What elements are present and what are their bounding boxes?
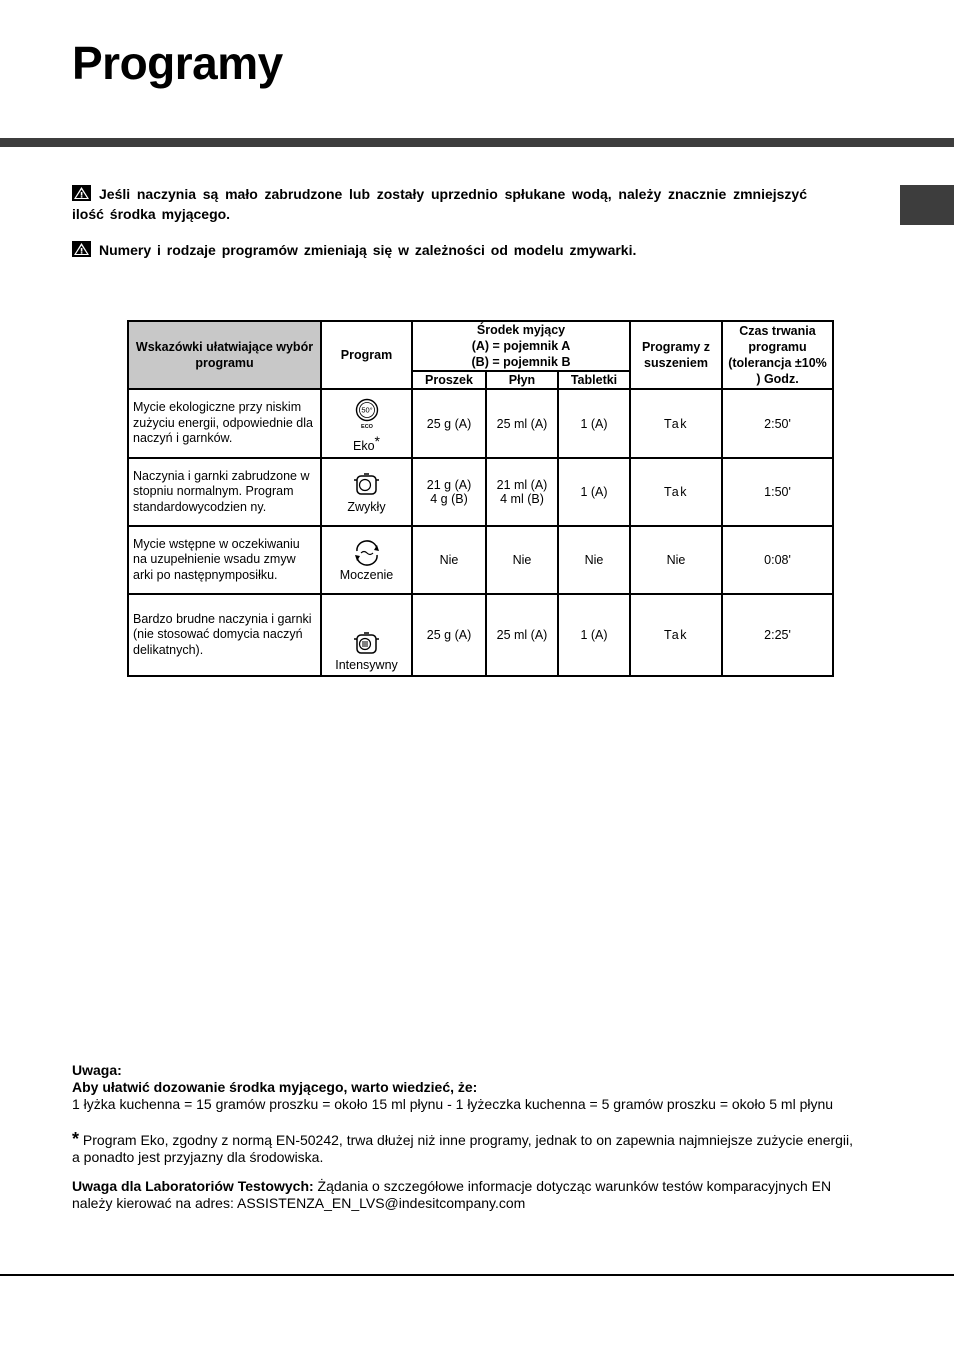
lab-note: [72, 1178, 862, 1212]
program-hint: Mycie ekologiczne przy niskim zużyciu energii, odpowiednie dla naczyń i garnków.: [128, 389, 321, 458]
program-name: Eko: [353, 438, 375, 453]
eco-asterisk: *: [374, 432, 380, 449]
drying-value: Tak: [630, 389, 722, 458]
warning-text: Jeśli naczynia są mało zabrudzone lub zostały uprzednio spłukane wodą, należy znacznie zmniejszyć ilość środka myjącego.: [72, 186, 807, 222]
liquid-dose: 25 ml (A): [486, 594, 558, 676]
column-header-duration: Czas trwania programu (tolerancja ±10% ) Godz.: [722, 321, 833, 389]
liquid-dose: [486, 458, 558, 526]
program-name: Zwykły: [347, 500, 386, 514]
detergent-b: (B) = pojemnik B: [471, 355, 571, 369]
column-header-hints: Wskazówki ułatwiające wybór programu: [128, 321, 321, 389]
dosage-title: Aby ułatwić dozowanie środka myjącego, warto wiedzieć, że:: [72, 1079, 478, 1095]
program-hint: Bardzo brudne naczynia i garnki (nie stosować domycia naczyń delikatnych).: [128, 594, 321, 676]
tablet-dose: 1 (A): [558, 594, 630, 676]
powder-dose: Nie: [412, 526, 486, 594]
column-header-tablets: Tabletki: [558, 371, 630, 389]
warning-note-detergent: [72, 184, 807, 224]
column-header-program: Program: [321, 321, 412, 389]
program-cell: [321, 389, 412, 458]
dosage-text: 1 łyżka kuchenna = 15 gramów proszku = około 15 ml płynu - 1 łyżeczka kuchenna = 5 gramów proszku = około 5 ml płynu: [72, 1096, 834, 1112]
drying-value: Nie: [630, 526, 722, 594]
table-row: [128, 526, 833, 594]
powder-dose: 25 g (A): [412, 594, 486, 676]
warning-icon: [72, 241, 91, 257]
column-header-drying: Programy z suszeniem: [630, 321, 722, 389]
table-row: [128, 458, 833, 526]
tablet-dose: 1 (A): [558, 458, 630, 526]
eco-footnote: [72, 1131, 862, 1166]
eco-temperature: 50°: [360, 405, 373, 414]
warning-note-models: [72, 240, 807, 260]
drying-value: Tak: [630, 458, 722, 526]
drying-value: Tak: [630, 594, 722, 676]
duration-value: 2:25': [722, 594, 833, 676]
column-header-detergent: [412, 321, 630, 371]
program-name: Intensywny: [335, 658, 398, 672]
eco-footnote-text: Program Eko, zgodny z normą EN-50242, trwa dłużej niż inne programy, jednak to on zapewnia najmniejsze zużycie energii, a ponadto jest przyjazny dla środowiska.: [72, 1132, 854, 1165]
duration-value: 0:08': [722, 526, 833, 594]
footer-rule: [0, 1274, 954, 1276]
program-cell: [321, 526, 412, 594]
powder-dose: 25 g (A): [412, 389, 486, 458]
eco-50-program-icon: [354, 397, 380, 431]
warning-icon: [72, 185, 91, 201]
lab-note-text: Żądania o szczegółowe informacje dotycząc warunków testów komparacyjnych EN należy kierować na adres: ASSISTENZA_EN_LVS@indesitcompany.com: [72, 1178, 832, 1211]
tablet-dose: 1 (A): [558, 389, 630, 458]
liquid-dose: 25 ml (A): [486, 389, 558, 458]
powder-dose: [412, 458, 486, 526]
page-title: Programy: [72, 37, 283, 89]
programs-table: [127, 320, 834, 677]
duration-value: 2:50': [722, 389, 833, 458]
powder-dose-b: 4 g (B): [430, 492, 468, 506]
program-name: Moczenie: [339, 568, 394, 582]
program-cell: [321, 594, 412, 676]
program-cell: [321, 458, 412, 526]
duration-value: 1:50': [722, 458, 833, 526]
notes-label: Uwaga:: [72, 1062, 122, 1078]
table-row: [128, 389, 833, 458]
eco-label: ECO: [360, 423, 373, 430]
liquid-dose: Nie: [486, 526, 558, 594]
detergent-a: (A) = pojemnik A: [471, 339, 571, 353]
eco-footnote-mark: *: [72, 1129, 80, 1149]
intensive-pot-program-icon: [352, 630, 382, 656]
warning-text: Numery i rodzaje programów zmieniają się w zależności od modelu zmywarki.: [99, 242, 637, 258]
liquid-dose-a: 21 ml (A): [496, 478, 548, 492]
tablet-dose: Nie: [558, 526, 630, 594]
liquid-dose-b: 4 ml (B): [500, 492, 544, 506]
table-row: [128, 594, 833, 676]
powder-dose-a: 21 g (A): [426, 478, 472, 492]
column-header-liquid: Płyn: [486, 371, 558, 389]
pot-program-icon: [352, 472, 382, 498]
lab-note-label: Uwaga dla Laboratoriów Testowych:: [72, 1178, 314, 1194]
soak-program-icon: [352, 540, 382, 566]
column-header-powder: Proszek: [412, 371, 486, 389]
program-hint: Mycie wstępne w oczekiwaniu na uzupełnienie wsadu zmyw arki po następnymposiłku.: [128, 526, 321, 594]
program-hint: Naczynia i garnki zabrudzone w stopniu normalnym. Program standardowycodzien ny.: [128, 458, 321, 526]
header-rule: [0, 138, 954, 147]
notes-section: [72, 1062, 862, 1212]
detergent-title: Środek myjący: [476, 323, 566, 337]
section-tab: [900, 185, 954, 225]
